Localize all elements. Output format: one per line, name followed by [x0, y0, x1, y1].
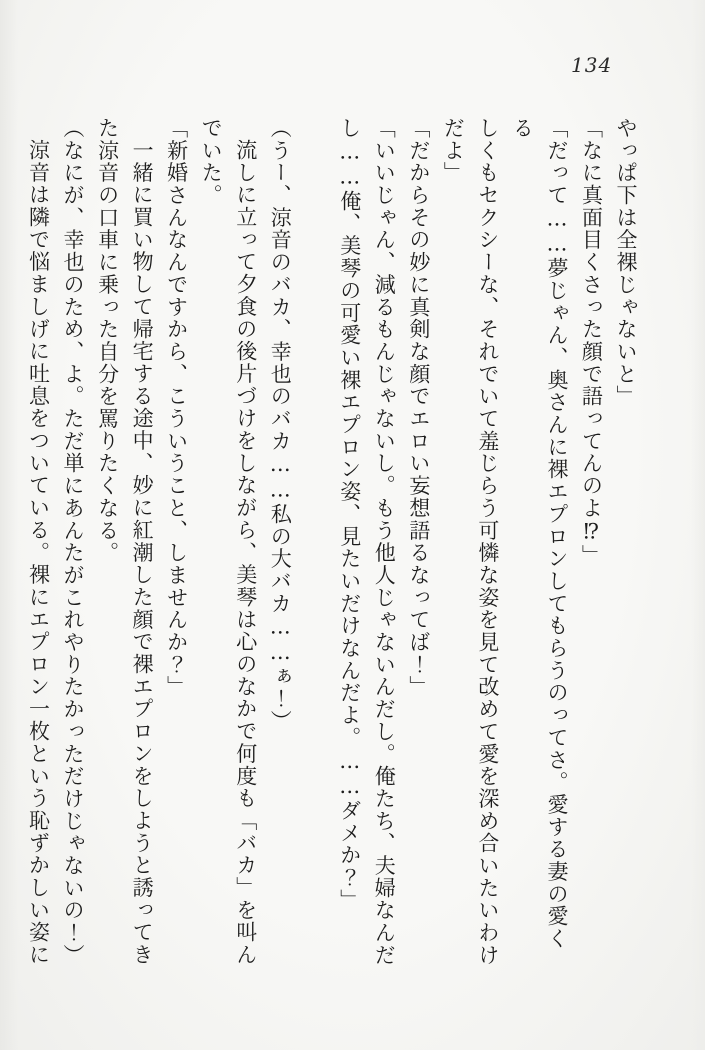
text-line-16: 涼音は隣で悩ましげに吐息をついている。裸にエプロン一枚という恥ずかしい姿に: [26, 139, 51, 966]
text-line-4: しくもセクシーな、それでいて羞じらう可憐な姿を見て改めて愛を深め合いたいわけ: [475, 117, 500, 967]
text-line-3: 「だって……夢じゃん、奥さんに裸エプロンしてもらうのってさ。愛する妻の愛くる: [510, 117, 569, 950]
text-line-6: 「だからその妙に真剣な顔でエロい妄想語るなってば！」: [406, 117, 431, 699]
text-line-12: 「新婚さんなんですから、こういうこと、しませんか？」: [164, 117, 189, 699]
text-line-7: 「いいじゃん、減るもんじゃないし。もう他人じゃないんだし。俺たち、夫婦なんだ: [372, 117, 397, 967]
page-number: 134: [571, 53, 613, 77]
text-line-1: やっぱ下は全裸じゃないと」: [614, 117, 638, 408]
text-line-9: （うー、涼音のバカ、幸也のバカ……私の大バカ……ぁ！）: [268, 117, 293, 733]
text-line-2: 「なに真面目くさった顔で語ってんのよ⁉」: [579, 117, 604, 567]
text-line-8: し……俺、美琴の可愛い裸エプロン姿、見たいだけなんだよ。……ダメか？」: [337, 117, 362, 912]
text-line-10: 流しに立って夕食の後片づけをしながら、美琴は心のなかで何度も「バカ」を叫ん: [233, 139, 258, 966]
text-line-13: 一緒に買い物して帰宅する途中、妙に紅潮した顔で裸エプロンをしようと誘ってき: [130, 139, 155, 966]
text-line-15: （なにが、幸也のため、よ。ただ単にあんたがこれやりたかっただけじゃないの！）: [61, 117, 86, 967]
text-line-5: だよ」: [441, 117, 466, 185]
text-line-11: でいた。: [199, 117, 224, 207]
text-line-14: た涼音の口車に乗った自分を罵りたくなる。: [95, 117, 120, 564]
vertical-text-block: [21, 117, 643, 967]
